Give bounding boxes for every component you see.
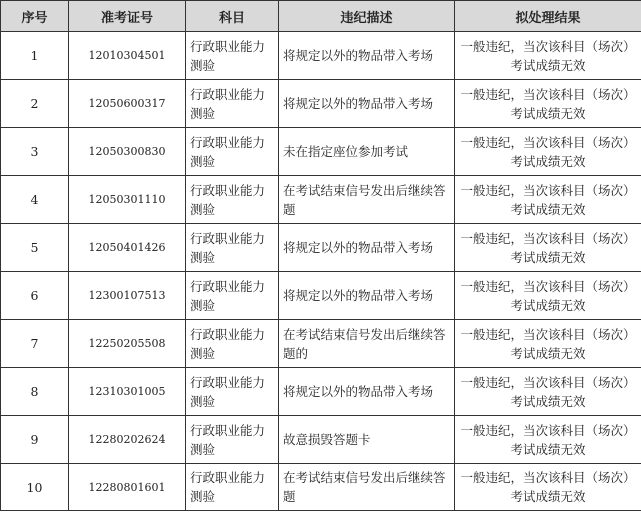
row-result: 一般违纪，当次该科目（场次）考试成绩无效 bbox=[455, 32, 641, 80]
row-exam-id: 12010304501 bbox=[69, 32, 186, 80]
row-result: 一般违纪，当次该科目（场次）考试成绩无效 bbox=[455, 128, 641, 176]
row-violation: 将规定以外的物品带入考场 bbox=[279, 368, 455, 416]
row-exam-id: 12050300830 bbox=[69, 128, 186, 176]
table-row bbox=[1, 416, 641, 464]
table-row bbox=[1, 128, 641, 176]
row-violation: 未在指定座位参加考试 bbox=[279, 128, 455, 176]
row-index: 3 bbox=[1, 128, 69, 176]
row-index: 4 bbox=[1, 176, 69, 224]
row-result: 一般违纪，当次该科目（场次）考试成绩无效 bbox=[455, 416, 641, 464]
row-result: 一般违纪，当次该科目（场次）考试成绩无效 bbox=[455, 464, 641, 511]
table-header bbox=[1, 1, 641, 32]
row-result: 一般违纪，当次该科目（场次）考试成绩无效 bbox=[455, 368, 641, 416]
table-row bbox=[1, 272, 641, 320]
row-index: 9 bbox=[1, 416, 69, 464]
row-index: 10 bbox=[1, 464, 69, 511]
table-row bbox=[1, 80, 641, 128]
row-violation: 将规定以外的物品带入考场 bbox=[279, 272, 455, 320]
row-exam-id: 12280801601 bbox=[69, 464, 186, 511]
row-violation: 在考试结束信号发出后继续答题 bbox=[279, 464, 455, 511]
row-violation: 将规定以外的物品带入考场 bbox=[279, 32, 455, 80]
row-violation: 在考试结束信号发出后继续答题的 bbox=[279, 320, 455, 368]
table-row bbox=[1, 320, 641, 368]
row-result: 一般违纪，当次该科目（场次）考试成绩无效 bbox=[455, 272, 641, 320]
row-violation: 故意损毁答题卡 bbox=[279, 416, 455, 464]
table-row bbox=[1, 224, 641, 272]
table-row bbox=[1, 464, 641, 511]
row-index: 7 bbox=[1, 320, 69, 368]
row-index: 6 bbox=[1, 272, 69, 320]
table-body bbox=[1, 32, 641, 511]
row-result: 一般违纪，当次该科目（场次）考试成绩无效 bbox=[455, 224, 641, 272]
header-index: 序号 bbox=[1, 1, 69, 32]
row-exam-id: 12310301005 bbox=[69, 368, 186, 416]
row-subject: 行政职业能力测验 bbox=[186, 32, 279, 80]
row-subject: 行政职业能力测验 bbox=[186, 224, 279, 272]
row-violation: 将规定以外的物品带入考场 bbox=[279, 224, 455, 272]
row-subject: 行政职业能力测验 bbox=[186, 320, 279, 368]
row-subject: 行政职业能力测验 bbox=[186, 128, 279, 176]
header-row bbox=[1, 1, 641, 32]
row-subject: 行政职业能力测验 bbox=[186, 416, 279, 464]
header-violation: 违纪描述 bbox=[279, 1, 455, 32]
row-exam-id: 12300107513 bbox=[69, 272, 186, 320]
table-row bbox=[1, 32, 641, 80]
row-violation: 将规定以外的物品带入考场 bbox=[279, 80, 455, 128]
table-row bbox=[1, 176, 641, 224]
row-subject: 行政职业能力测验 bbox=[186, 368, 279, 416]
row-index: 2 bbox=[1, 80, 69, 128]
row-result: 一般违纪，当次该科目（场次）考试成绩无效 bbox=[455, 320, 641, 368]
header-exam-id: 准考证号 bbox=[69, 1, 186, 32]
row-subject: 行政职业能力测验 bbox=[186, 464, 279, 511]
row-exam-id: 12250205508 bbox=[69, 320, 186, 368]
row-subject: 行政职业能力测验 bbox=[186, 176, 279, 224]
row-exam-id: 12050600317 bbox=[69, 80, 186, 128]
row-index: 1 bbox=[1, 32, 69, 80]
header-subject: 科目 bbox=[186, 1, 279, 32]
row-index: 8 bbox=[1, 368, 69, 416]
row-result: 一般违纪，当次该科目（场次）考试成绩无效 bbox=[455, 80, 641, 128]
row-index: 5 bbox=[1, 224, 69, 272]
row-result: 一般违纪，当次该科目（场次）考试成绩无效 bbox=[455, 176, 641, 224]
row-exam-id: 12280202624 bbox=[69, 416, 186, 464]
row-subject: 行政职业能力测验 bbox=[186, 272, 279, 320]
row-exam-id: 12050401426 bbox=[69, 224, 186, 272]
row-exam-id: 12050301110 bbox=[69, 176, 186, 224]
row-subject: 行政职业能力测验 bbox=[186, 80, 279, 128]
row-violation: 在考试结束信号发出后继续答题 bbox=[279, 176, 455, 224]
header-result: 拟处理结果 bbox=[455, 1, 641, 32]
table-row bbox=[1, 368, 641, 416]
